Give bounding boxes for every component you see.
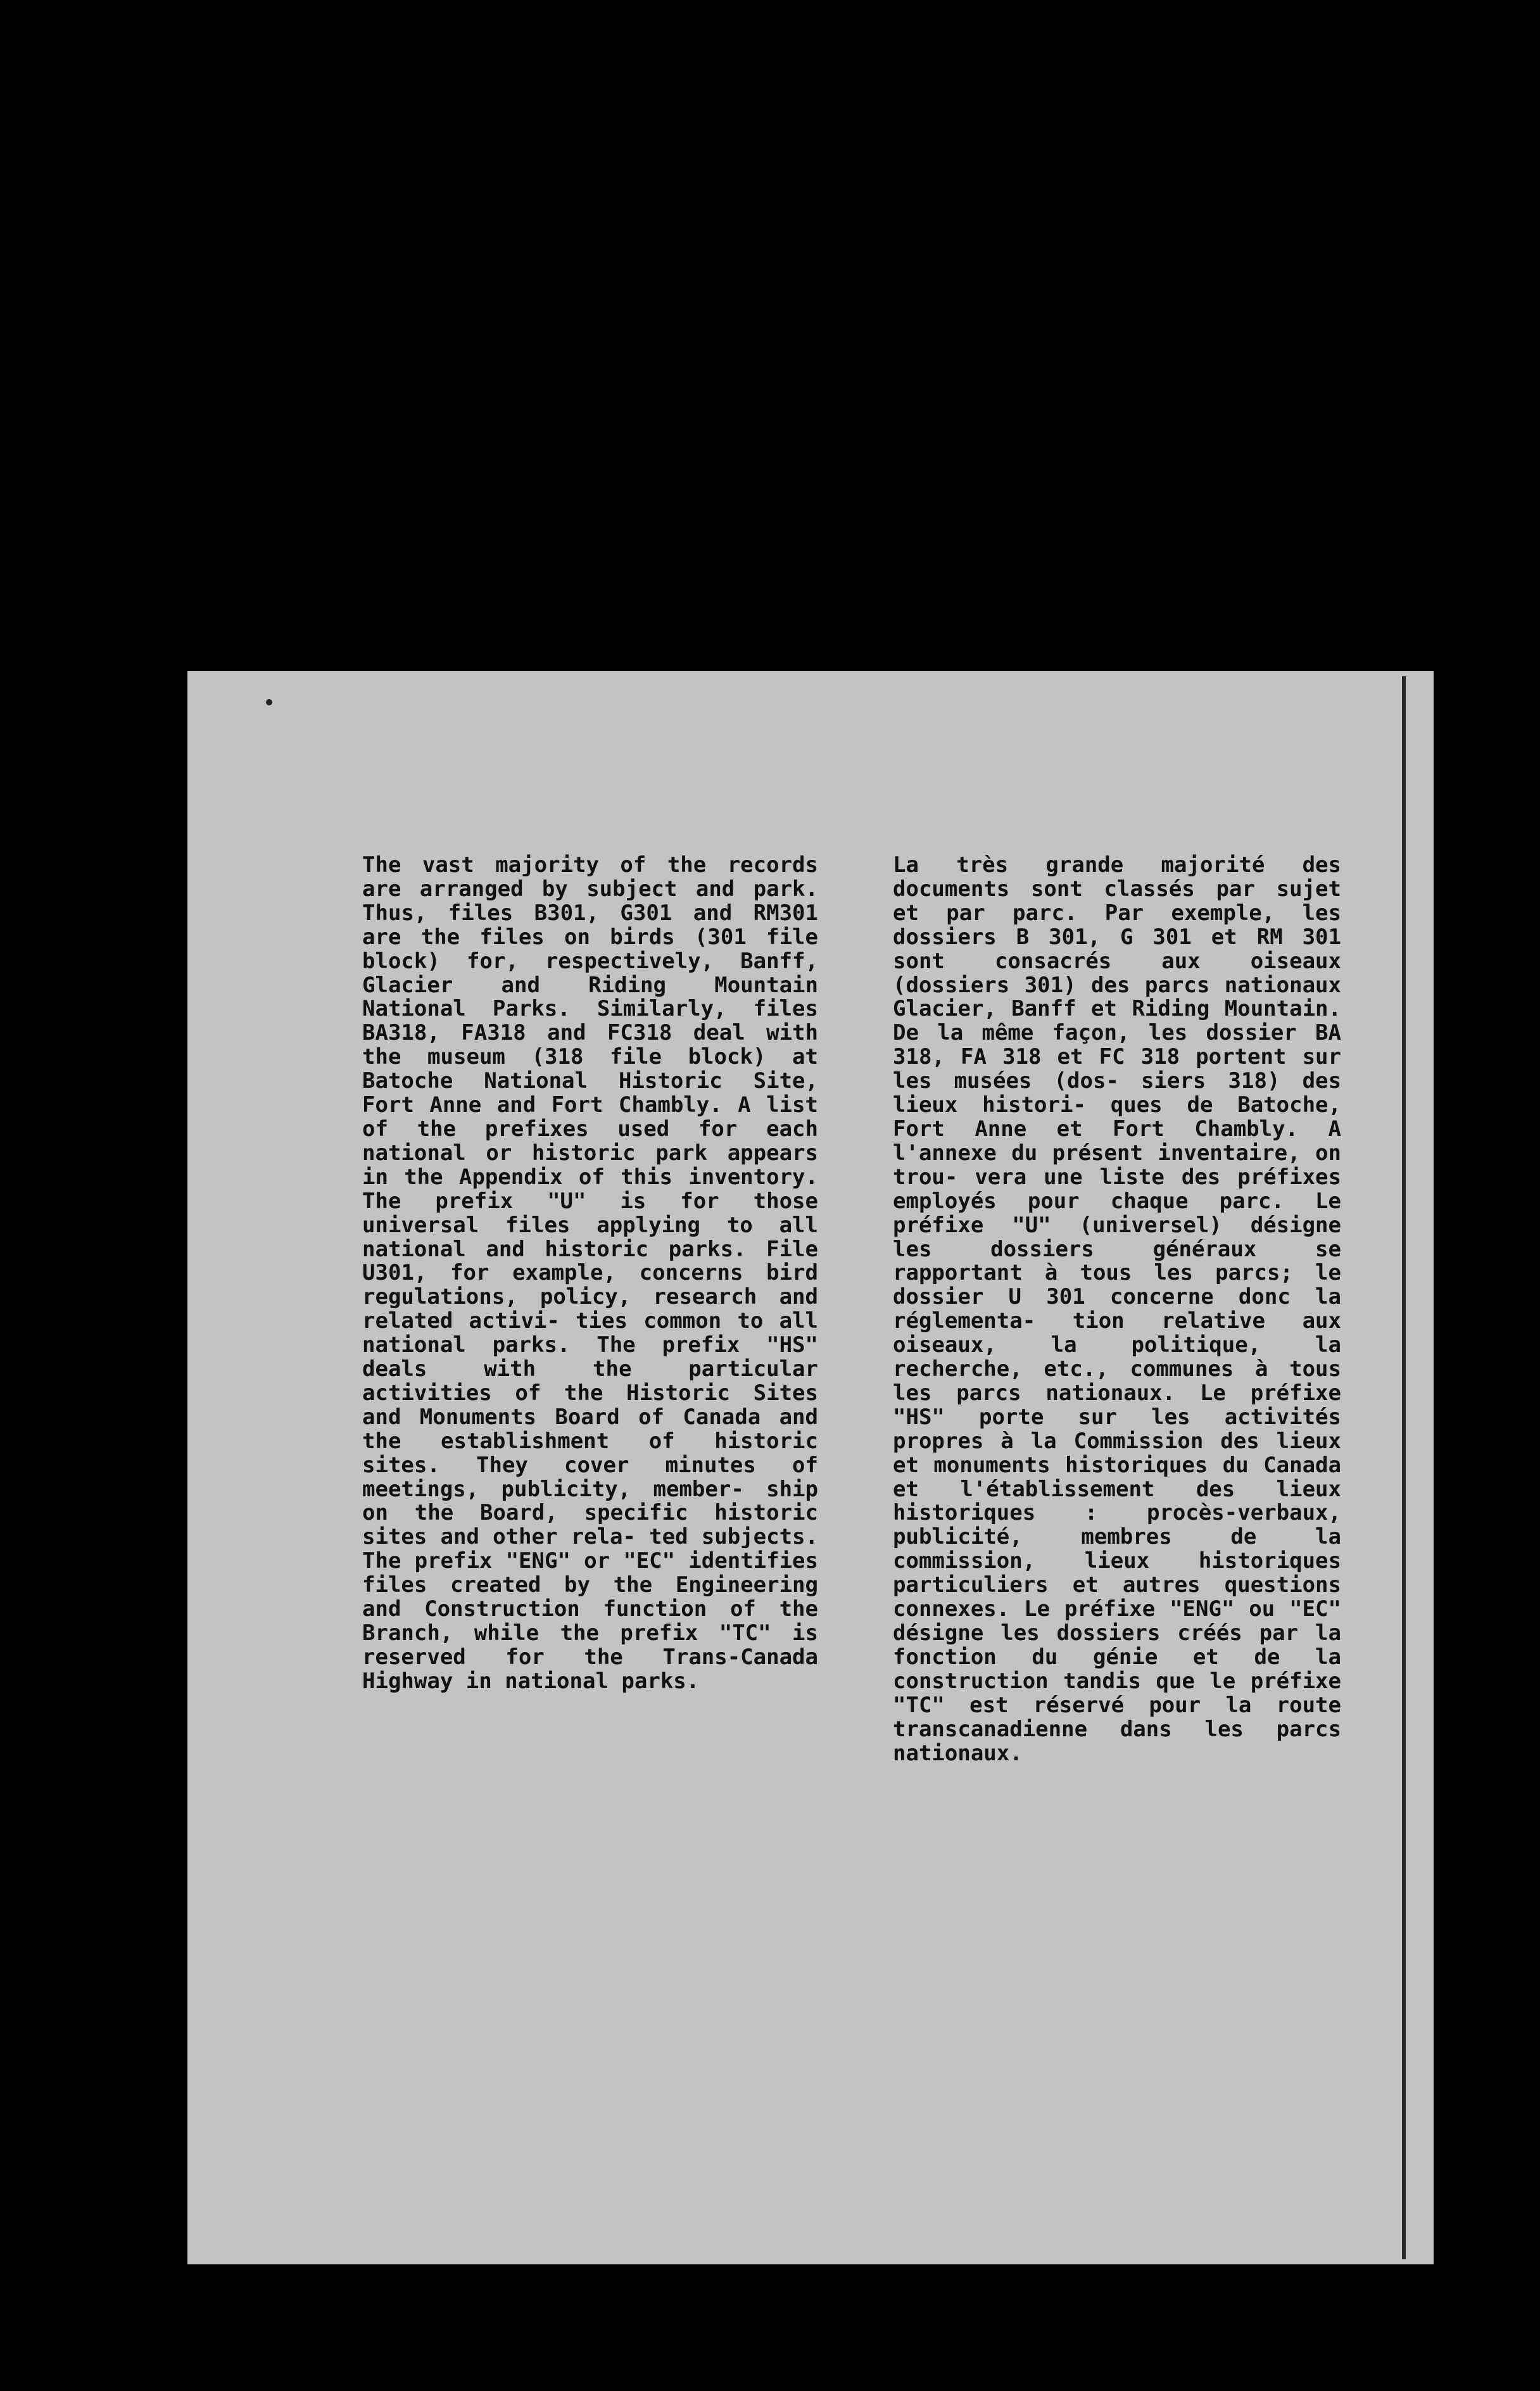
french-paragraph: La très grande majorité des documents sont classés par sujet et par parc. Par exemple, les dossiers B 301, G 301 et RM 301 sont consacrés aux oiseaux (dossiers 301) des parcs nationaux Glacier, Banff et Riding Mountain. De la même façon, les dossier BA 318, FA 318 et FC 318 portent sur les musées (dos- siers 318) des lieux histori- ques de Batoche, Fort Anne et Fort Chambly. A l'annexe du présent inventaire, on trou- vera une liste des préfixes employés pour chaque parc. Le préfixe "U" (universel) désigne les dossiers généraux se rapportant à tous les parcs; le dossier U 301 concerne donc la réglementa- tion relative aux oiseaux, la politique, la recherche, etc., communes à tous les parcs nationaux. Le préfixe "HS" porte sur les activités propres à la Commission des lieux et monuments historiques du Canada et l'établissement des lieux historiques : procès-verbaux, publicité, membres de la commission, lieux historiques particuliers et autres questions connexes. Le préfixe "ENG" ou "EC" désigne les dossiers créés par la fonction du génie et de la construction tandis que le préfixe "TC" est réservé pour la route transcanadienne dans les parcs nationaux. — [893, 852, 1341, 1766]
page-edge-line — [1402, 676, 1406, 2259]
french-column — [893, 854, 1341, 1765]
page-mark-dot — [266, 699, 272, 705]
english-paragraph: The vast majority of the records are arranged by subject and park. Thus, files B301, G301 and RM301 are the files on birds (301 file block) for, respectively, Banff, Glacier and Riding Mountain National Parks. Similarly, files BA318, FA318 and FC318 deal with the museum (318 file block) at Batoche National Historic Site, Fort Anne and Fort Chambly. A list of the prefixes used for each national or historic park appears in the Appendix of this inventory. The prefix "U" is for those universal files applying to all national and historic parks. File U301, for example, concerns bird regulations, policy, research and related activi- ties common to all national parks. The prefix "HS" deals with the particular activities of the Historic Sites and Monuments Board of Canada and the establishment of historic sites. They cover minutes of meetings, publicity, member- ship on the Board, specific historic sites and other rela- ted subjects. The prefix "ENG" or "EC" identifies files created by the Engineering and Construction function of the Branch, while the prefix "TC" is reserved for the Trans-Canada Highway in national parks. — [362, 852, 818, 1694]
english-column — [362, 854, 818, 1694]
